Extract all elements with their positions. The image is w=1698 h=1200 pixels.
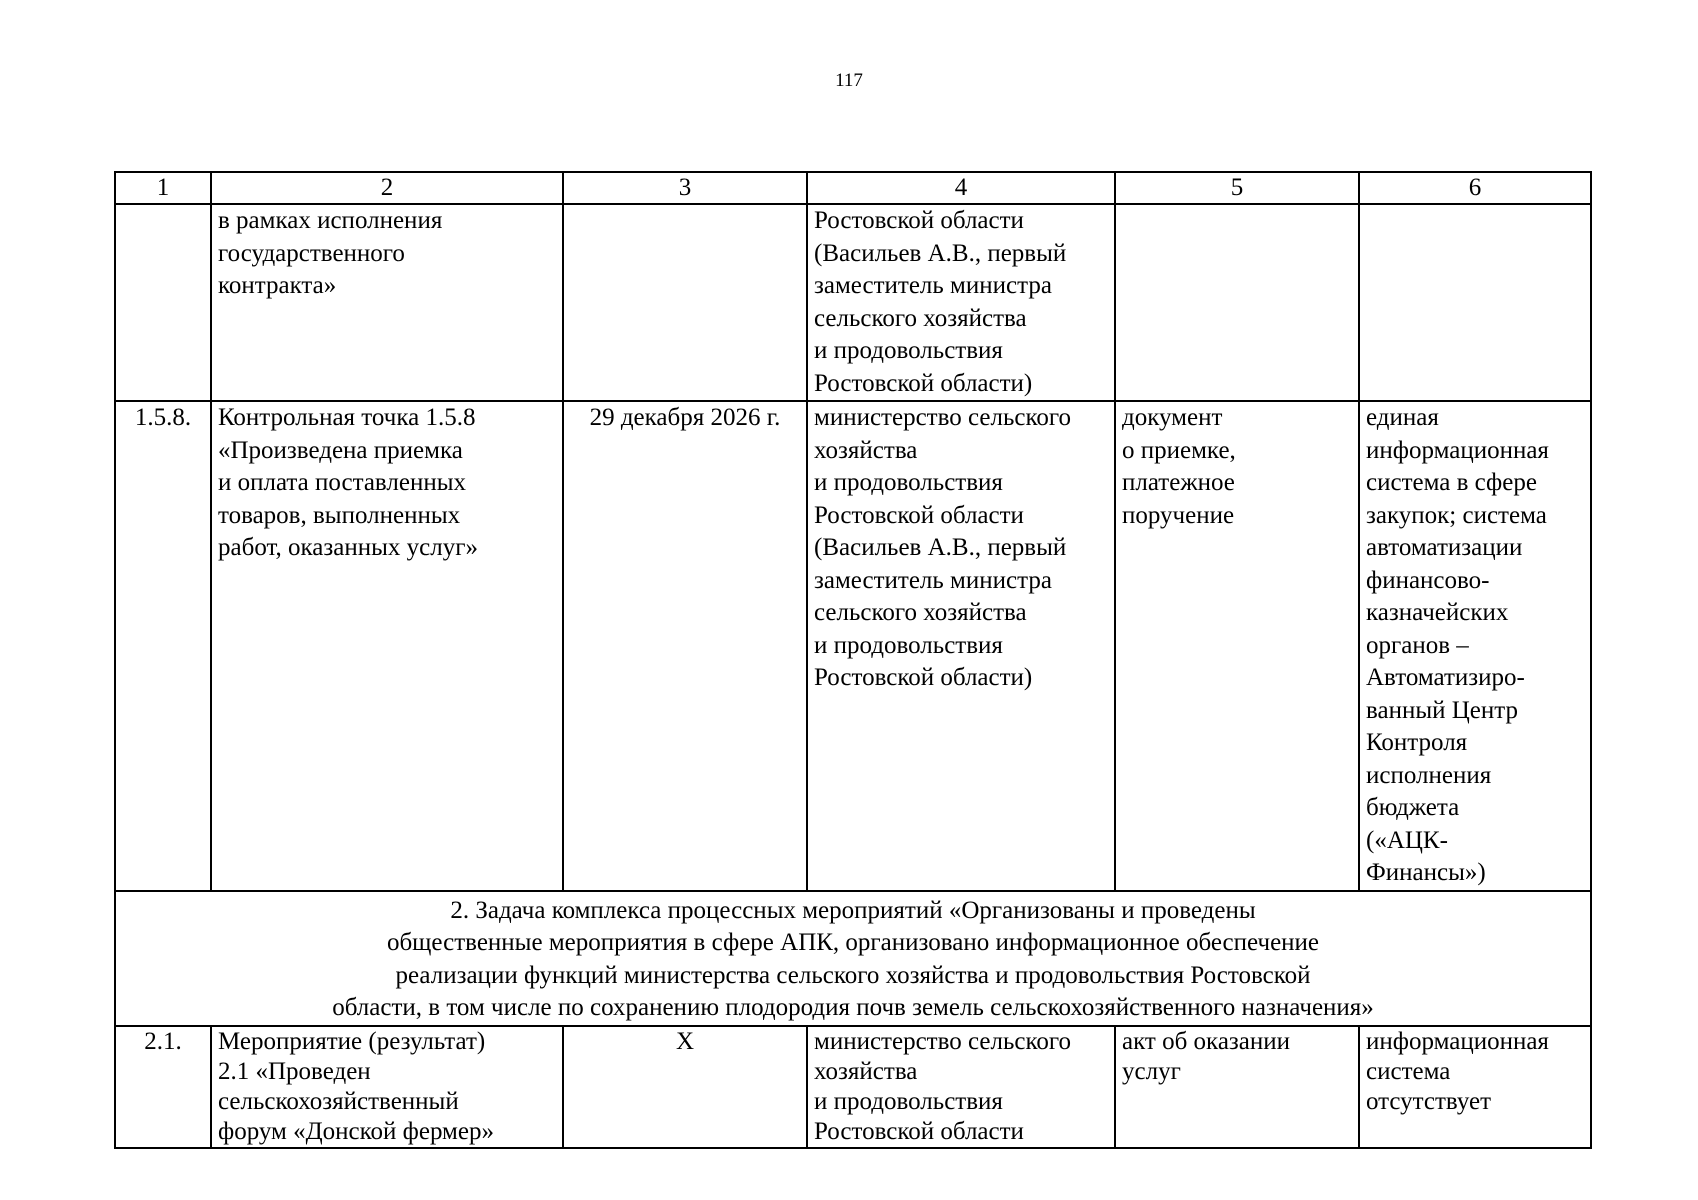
deadline-cell	[563, 204, 807, 401]
activity-name-cell: Мероприятие (результат) 2.1 «Проведен сельскохозяйственный форум «Донской фермер»	[211, 1026, 563, 1148]
row-number-cell: 1.5.8.	[115, 401, 211, 891]
header-cell-1: 1	[115, 172, 211, 204]
responsible-cell: министерство сельского хозяйства и продовольствия Ростовской области (Васильев А.В., первый заместитель министра сельского хозяйства и продовольствия Ростовской области)	[807, 401, 1115, 891]
document-cell: документ о приемке, платежное поручение	[1115, 401, 1359, 891]
document-cell: акт об оказании услуг	[1115, 1026, 1359, 1148]
responsible-cell: министерство сельского хозяйства и продовольствия Ростовской области	[807, 1026, 1115, 1148]
activity-name-cell: в рамках исполнения государственного контракта»	[211, 204, 563, 401]
row-number-cell: 2.1.	[115, 1026, 211, 1148]
table-row	[115, 401, 1591, 891]
plan-table	[114, 171, 1592, 1149]
task-section-row	[115, 891, 1591, 1026]
document-cell	[1115, 204, 1359, 401]
header-cell-6: 6	[1359, 172, 1591, 204]
task-heading: 2. Задача комплекса процессных мероприятий «Организованы и проведены общественные мероприятия в сфере АПК, организовано информационное обеспечение реализации функций министерства сельского хозяйства и продовольствия Ростовской области, в том числе по сохранению плодородия почв земель сельскохозяйственного назначения»	[115, 891, 1591, 1026]
header-cell-5: 5	[1115, 172, 1359, 204]
table-header-row	[115, 172, 1591, 204]
header-cell-4: 4	[807, 172, 1115, 204]
responsible-cell: Ростовской области (Васильев А.В., первый заместитель министра сельского хозяйства и продовольствия Ростовской области)	[807, 204, 1115, 401]
information-system-cell: единая информационная система в сфере закупок; система автоматизации финансово- казначейских органов – Автоматизиро- ванный Центр Контроля исполнения бюджета («АЦК- Финансы»)	[1359, 401, 1591, 891]
deadline-cell: X	[563, 1026, 807, 1148]
page-number: 117	[835, 70, 863, 91]
table-row	[115, 1026, 1591, 1148]
row-number-cell	[115, 204, 211, 401]
information-system-cell	[1359, 204, 1591, 401]
header-cell-2: 2	[211, 172, 563, 204]
information-system-cell: информационная система отсутствует	[1359, 1026, 1591, 1148]
header-cell-3: 3	[563, 172, 807, 204]
activity-name-cell: Контрольная точка 1.5.8 «Произведена приемка и оплата поставленных товаров, выполненных работ, оказанных услуг»	[211, 401, 563, 891]
deadline-cell: 29 декабря 2026 г.	[563, 401, 807, 891]
table-row	[115, 204, 1591, 401]
